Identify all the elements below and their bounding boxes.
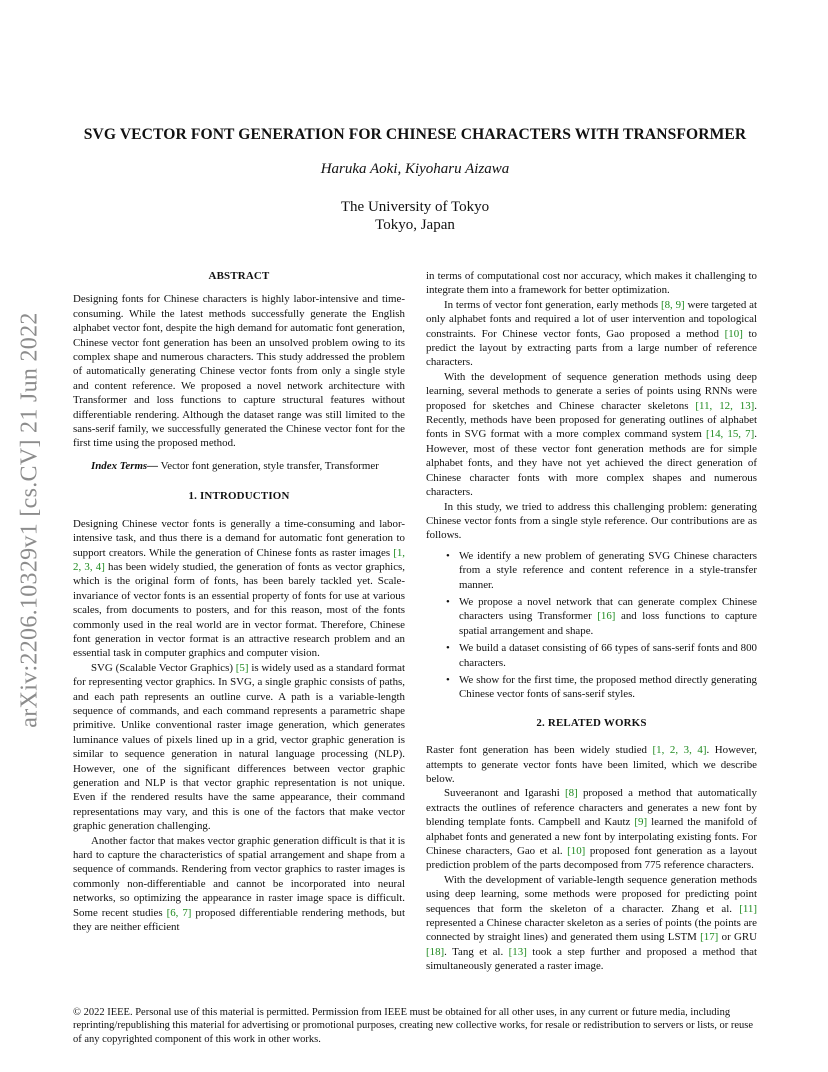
citation-link[interactable]: [14, 15, 7] [706, 428, 755, 441]
abstract-heading: ABSTRACT [208, 270, 270, 282]
contribution-text: We build a dataset consisting of 66 types of sans-serif fonts and 800 characters. [459, 642, 757, 669]
citation-link[interactable]: [18] [426, 945, 445, 958]
citation-link[interactable]: [6, 7] [166, 906, 192, 919]
arxiv-stamp [8, 280, 52, 760]
related-p3-text-c: or GRU [718, 931, 757, 944]
index-terms [73, 459, 405, 473]
citation-link[interactable]: [17] [700, 931, 719, 944]
related-p3-text-a: With the development of variable-length sequence generation methods using deep learning, some methods were proposed for predicting point sequences that form the skeleton of a character. Zhang et al. [426, 873, 757, 915]
related-p1-text-a: Raster font generation has been widely studied [426, 744, 653, 757]
intro-p2-text-a: SVG (Scalable Vector Graphics) [91, 661, 236, 674]
intro-paragraph-2 [73, 661, 405, 834]
related-p2-text-d: proposed font generation as a layout prediction problem of the parts decomposed from 775 reference characters. [426, 845, 757, 872]
affiliation-line-1: The University of Tokyo [340, 199, 490, 215]
citation-link[interactable]: [1, 2, 3, 4] [652, 744, 707, 757]
related-paragraph-2 [426, 786, 757, 872]
citation-link[interactable]: [11] [739, 902, 757, 915]
right-column [426, 269, 757, 974]
affiliation [60, 198, 770, 234]
bullet-icon: • [446, 642, 450, 655]
bullet-icon: • [446, 595, 450, 608]
contributions-list [426, 549, 757, 702]
intro-p3-text-b: proposed differentiable rendering methods, but they are neither efficient [73, 906, 405, 934]
contribution-text: We show for the first time, the proposed method directly generating Chinese vector fonts of sans-serif styles. [459, 673, 757, 701]
intro-r3-text-a: With the development of sequence generation methods using deep learning, several methods to generate a series of points using RNNs were proposed for sketches and Chinese character skeletons [426, 370, 757, 412]
related-p3-text-e: took a step further and proposed a method that simultaneously generated a raster image. [426, 945, 757, 973]
intro-r2-text-a: In terms of vector font generation, early methods [444, 298, 661, 311]
left-column [73, 269, 405, 934]
contribution-text: We propose a novel network that can generate complex Chinese characters using Transformer [459, 595, 757, 623]
intro-p2-text-b: is widely used as a standard format for representing vector graphics. In SVG, a single graphic consists of paths, and each path represents an outline curve. A path is a variable-length sequence of commands, and each command represents a parametric shape primitive. Unlike conventional raster image generation, which generates luminance values of pixels lined up in a grid, vector graphic generation is similar to sequence generation in natural language processing (NLP). However, one of the significant differences between vector graphic generation and NLP is that vector graphic representation is not unique. Even if the rendered results have the same appearance, their command representations may vary, and this is one of the factors that make vector graphic generation challenging. [73, 661, 406, 833]
related-p3-text-b: represented a Chinese character skeleton as a series of points (the points are connected by straight lines) and generated them using LSTM [426, 917, 757, 944]
citation-link[interactable]: [10] [567, 845, 586, 858]
intro-p3-text-a: Another factor that makes vector graphic generation difficult is that it is hard to capture the characteristics of spatial arrangement and shape from a sequence of commands. Rendering from vector graphics to raster images is commonly non-differentiable and cannot be incorporated into neural networks, so optimizing the appearance in raster image space is difficult. Some recent studies [73, 834, 405, 919]
intro-paragraph-5 [426, 370, 757, 500]
list-item [426, 641, 757, 670]
paper-authors: Haruka Aoki, Kiyoharu Aizawa [320, 161, 510, 177]
related-p2-text-b: proposed a method that automatically extracts the outlines of reference characters and generates a new font by blending template fonts. Campbell and Kautz [426, 787, 757, 829]
index-terms-label: Index Terms— [91, 459, 159, 472]
intro-paragraph-4 [426, 298, 757, 370]
intro-p1-text-b: has been widely studied, the generation of fonts as vector graphics, which is the original form of fonts, has been barely tackled yet. Scale-invariance of vector fonts is an essential property of fonts for use at various scales, from documents to posters, and for this reason, most of the fonts commonly used in the real world are in vector format. Therefore, Chinese font generation in vector format is an attractive research problem and an essential task in computer graphics and computer vision. [73, 560, 405, 660]
list-item [426, 595, 757, 638]
list-item [426, 549, 757, 592]
intro-paragraph-3-cont: in terms of computational cost nor accuracy, which makes it challenging to integrate them into a framework for better optimization. [426, 270, 757, 297]
intro-paragraph-1 [73, 517, 405, 661]
intro-heading: 1. INTRODUCTION [188, 490, 290, 503]
citation-link[interactable]: [16] [597, 610, 616, 623]
bullet-icon: • [446, 549, 450, 562]
related-paragraph-3 [426, 873, 757, 974]
contribution-text-b: and loss functions to capture spatial arrangement and shape. [459, 610, 757, 637]
paper-title: SVG VECTOR FONT GENERATION FOR CHINESE CHARACTERS WITH TRANSFORMER [83, 126, 747, 143]
intro-paragraph-6: In this study, we tried to address this challenging problem: generating Chinese vector fonts from a single style reference. Our contributions are as follows. [426, 500, 757, 542]
intro-r2-text-c: to predict the layout by extracting parts from a large number of reference characters. [426, 327, 757, 369]
citation-link[interactable]: [11, 12, 13] [695, 399, 755, 412]
intro-r2-text-b: were targeted at only alphabet fonts and required a lot of user intervention and topological constraints. For Chinese vector fonts, Gao proposed a method [426, 298, 757, 340]
related-p2-text-c: learned the manifold of alphabet fonts and generated a new font by interpolating existing fonts. For Chinese characters, Gao et al. [426, 816, 757, 858]
citation-link[interactable]: [8] [565, 787, 578, 800]
related-paragraph-1 [426, 743, 757, 786]
citation-link[interactable]: [1, 2, 3, 4] [73, 546, 405, 573]
related-p2-text-a: Suveeranont and Igarashi [444, 787, 565, 800]
arxiv-stamp-text: arXiv:2206.10329v1 [cs.CV] 21 Jun 2022 [16, 312, 43, 728]
contribution-text: We identify a new problem of generating SVG Chinese characters from a style reference and content reference in a style-transfer manner. [459, 549, 757, 591]
intro-r3-text-c: . However, most of these vector font generation methods are for simple alphabet fonts, and they have not yet achieved the direct generation of Chinese character fonts with more complex shapes and numerous characters. [426, 428, 757, 499]
abstract-text: Designing fonts for Chinese characters is highly labor-intensive and time-consuming. While the latest methods successfully generate the English alphabet vector font, despite the high demand for automatic font generation, Chinese vector font generation has been an unsolved problem owing to its complex shape and numerous characters. This study addressed the problem of automatically generating Chinese vector fonts from only a single style and content reference. We proposed a novel network architecture with Transformer and loss functions to capture structural features without differentiable rendering. Although the dataset range was still limited to the sans-serif family, we successfully generated the Chinese vector font for the first time using the proposed method. [73, 293, 405, 450]
intro-paragraph-3 [73, 834, 405, 935]
affiliation-line-2: Tokyo, Japan [375, 217, 455, 233]
intro-r3-text-b: . Recently, methods have been proposed for generating outlines of alphabet fonts in SVG format with a more complex command system [426, 399, 758, 441]
citation-link[interactable]: [5] [235, 661, 249, 674]
related-p3-text-d: . Tang et al. [444, 945, 509, 958]
related-heading: 2. RELATED WORKS [536, 716, 647, 729]
citation-link[interactable]: [13] [508, 945, 527, 958]
citation-link[interactable]: [8, 9] [660, 298, 685, 311]
index-terms-text: Vector font generation, style transfer, Transformer [158, 459, 379, 472]
bullet-icon: • [446, 673, 450, 686]
list-item [426, 673, 757, 702]
copyright-notice: © 2022 IEEE. Personal use of this material is permitted. Permission from IEEE must be obtained for all other uses, in any current or future media, including reprinting/republishing this material for advertising or promotional purposes, creating new collective works, for resale or redistribution to servers or lists, or reuse of any copyrighted component of this work in other works. [73, 1007, 753, 1045]
citation-link[interactable]: [9] [634, 816, 648, 829]
intro-p1-text-a: Designing Chinese vector fonts is generally a time-consuming and labor-intensive task, and thus there is a demand for automatic font generation to support creators. While the generation of Chinese fonts as raster images [73, 517, 405, 559]
related-p1-text-b: . However, attempts to generate vector fonts have been limited, which we describe below. [426, 744, 757, 785]
citation-link[interactable]: [10] [724, 327, 743, 340]
